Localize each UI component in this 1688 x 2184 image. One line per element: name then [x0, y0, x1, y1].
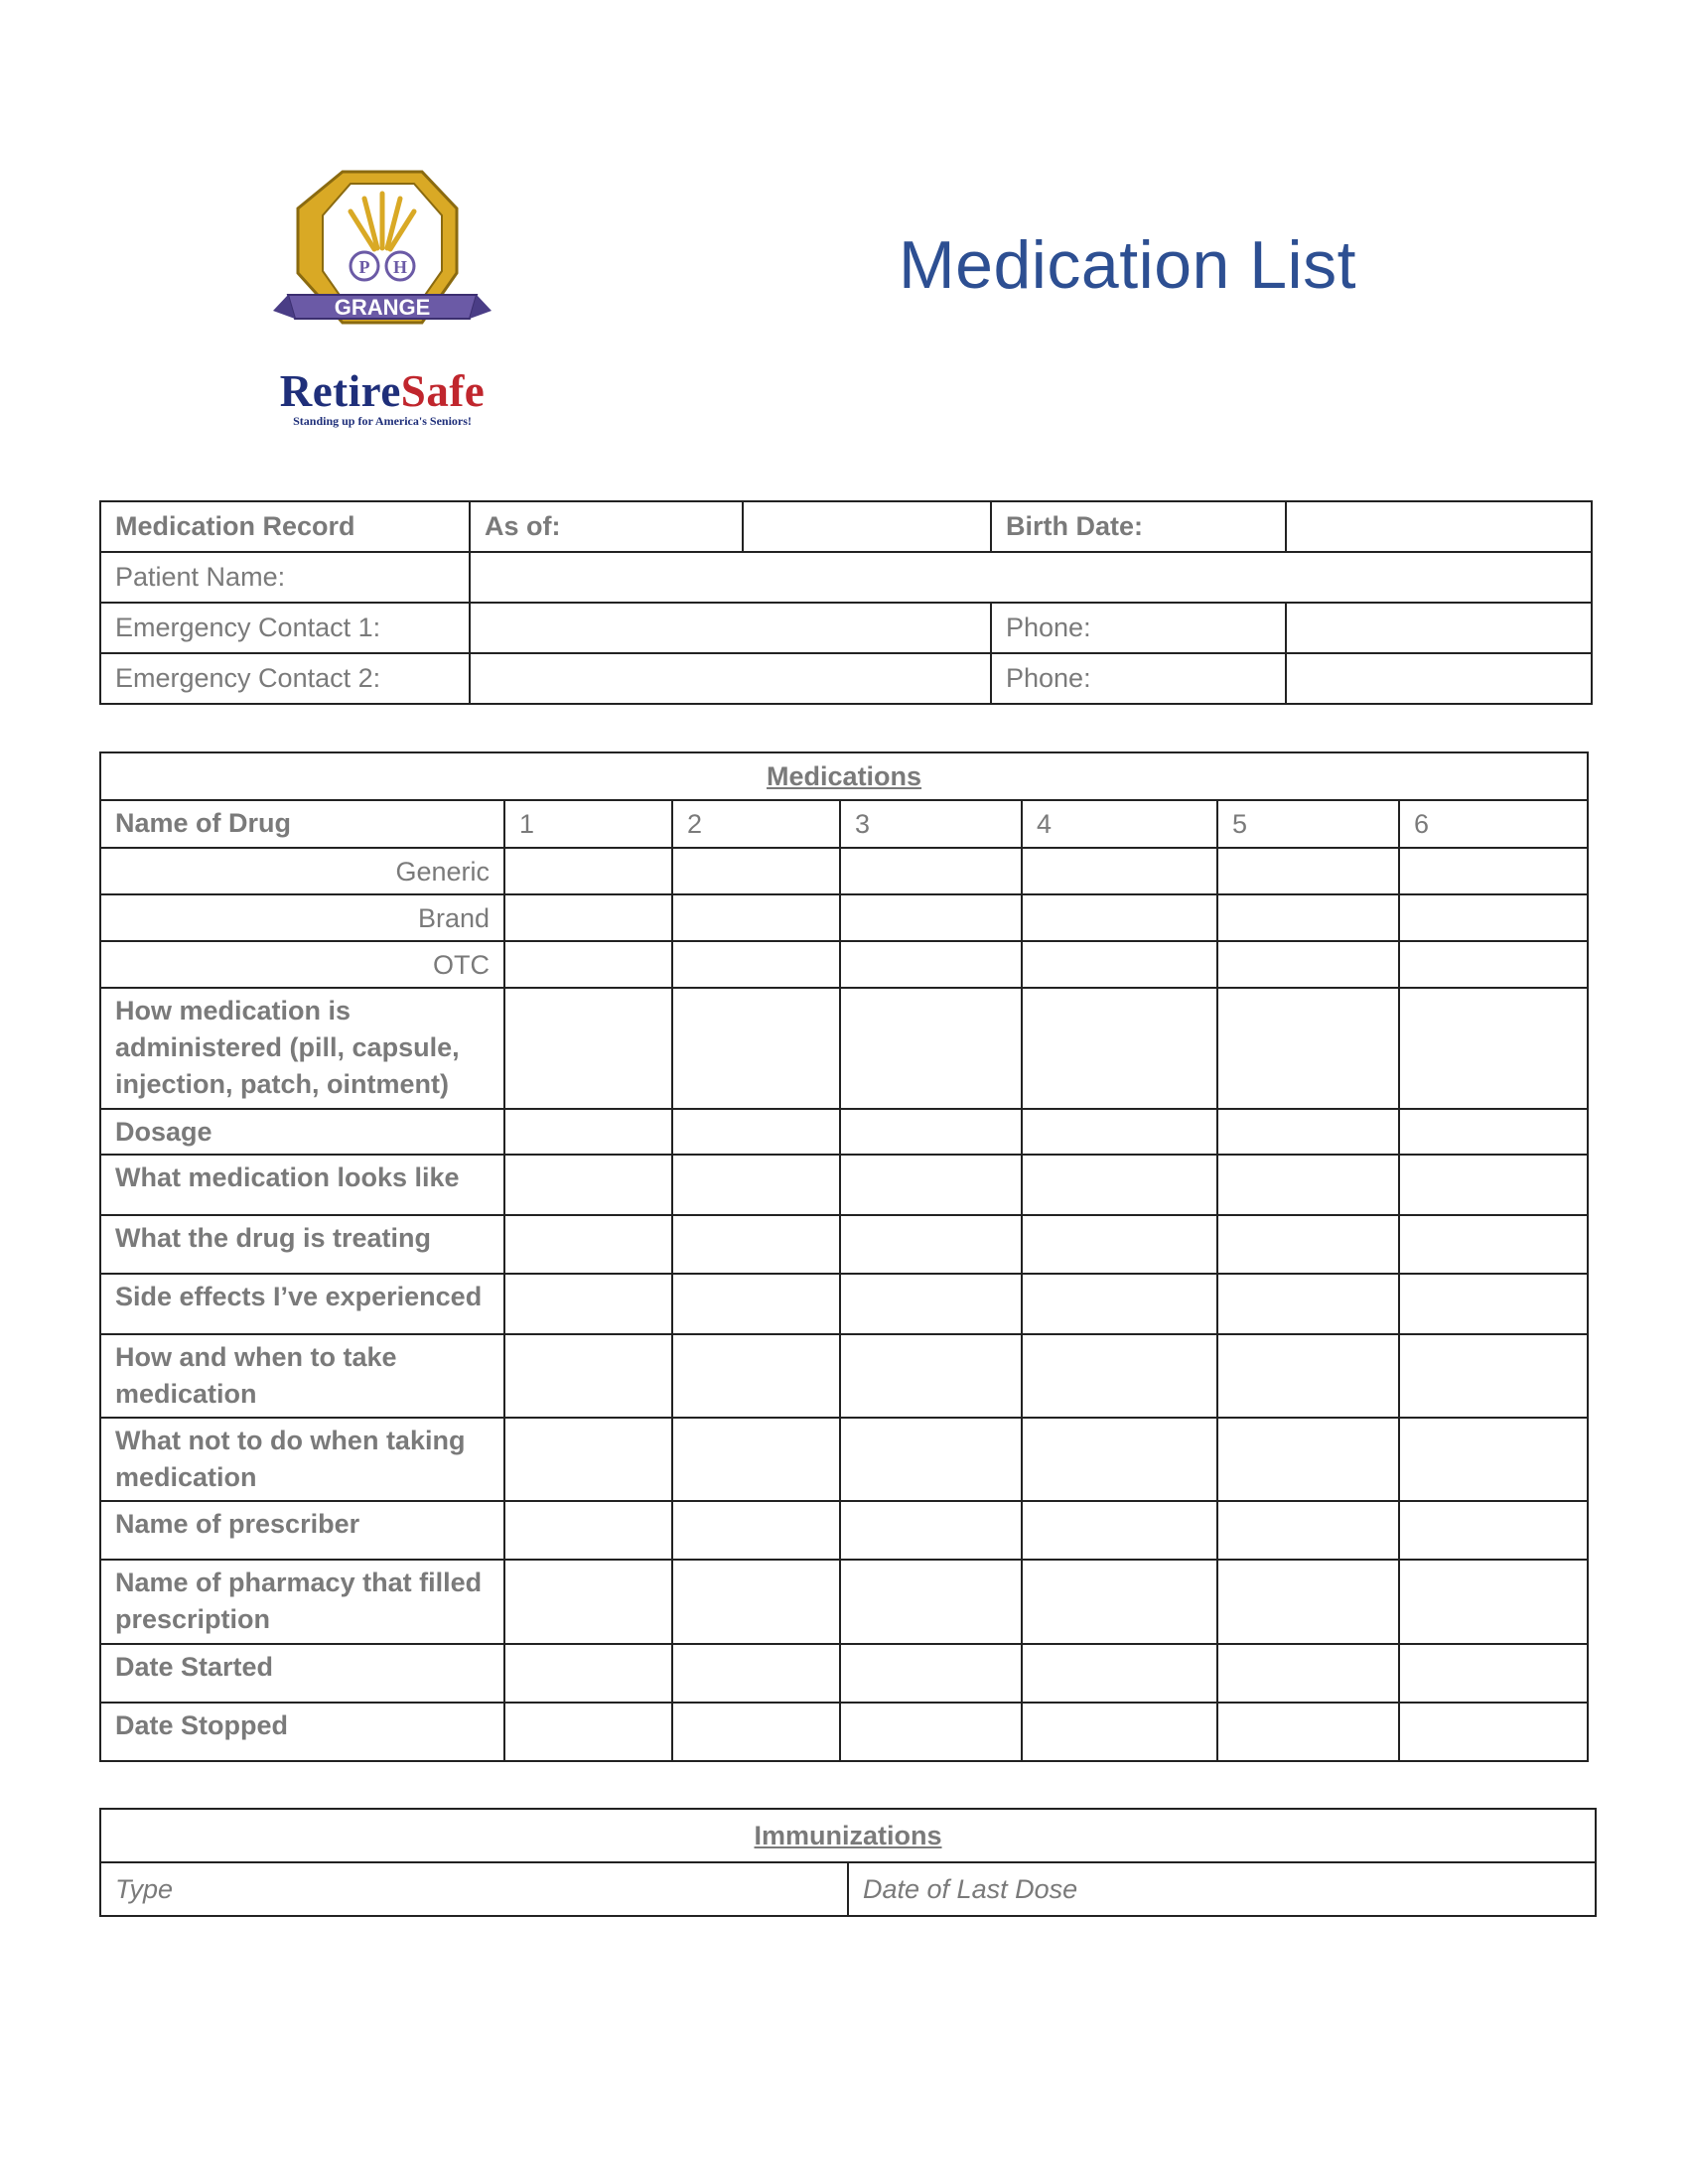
table-row [100, 988, 1588, 1109]
table-cell[interactable] [840, 1703, 1022, 1761]
table-row [100, 1418, 1588, 1501]
birth-date-field[interactable] [1286, 501, 1592, 552]
table-cell[interactable] [1217, 1560, 1399, 1644]
svg-text:P: P [358, 257, 370, 277]
table-cell[interactable] [840, 941, 1022, 988]
date-started-label: Date Started [100, 1644, 504, 1703]
table-cell[interactable] [504, 941, 672, 988]
table-cell[interactable] [672, 1560, 840, 1644]
table-cell[interactable] [1217, 1274, 1399, 1334]
table-cell[interactable] [1022, 894, 1217, 941]
what-not-to-do-label: What not to do when taking medication [100, 1418, 504, 1501]
table-cell[interactable] [1022, 1155, 1217, 1215]
table-row [100, 653, 1592, 704]
table-cell[interactable] [672, 1155, 840, 1215]
table-cell[interactable] [840, 1155, 1022, 1215]
table-cell[interactable] [504, 1274, 672, 1334]
grange-emblem-icon [253, 164, 511, 362]
table-cell[interactable] [1022, 941, 1217, 988]
table-cell[interactable] [672, 1703, 840, 1761]
table-cell[interactable] [672, 988, 840, 1109]
table-cell[interactable] [1022, 1334, 1217, 1418]
table-cell[interactable] [840, 1109, 1022, 1155]
table-cell[interactable] [504, 1155, 672, 1215]
table-row [100, 1644, 1588, 1703]
table-cell[interactable] [1022, 848, 1217, 894]
table-cell[interactable] [1022, 1418, 1217, 1501]
table-cell[interactable] [1022, 1215, 1217, 1274]
table-row [100, 1703, 1588, 1761]
table-cell[interactable] [504, 1418, 672, 1501]
table-row [100, 1862, 1596, 1916]
table-cell[interactable] [672, 848, 840, 894]
phone-1-field[interactable] [1286, 603, 1592, 653]
table-cell[interactable] [1217, 941, 1399, 988]
table-row [100, 894, 1588, 941]
table-cell[interactable] [1399, 1644, 1588, 1703]
table-cell[interactable] [672, 1418, 840, 1501]
table-cell[interactable] [672, 894, 840, 941]
column-header: 2 [672, 800, 840, 848]
immunizations-section-title: Immunizations [100, 1809, 1596, 1862]
table-cell[interactable] [1399, 1560, 1588, 1644]
table-cell[interactable] [672, 941, 840, 988]
table-cell[interactable] [1217, 1215, 1399, 1274]
table-cell[interactable] [1399, 1334, 1588, 1418]
table-cell[interactable] [672, 1274, 840, 1334]
table-cell[interactable] [1399, 1274, 1588, 1334]
table-cell[interactable] [1399, 1703, 1588, 1761]
table-cell[interactable] [1399, 1418, 1588, 1501]
dosage-label: Dosage [100, 1109, 504, 1155]
emergency-contact-2-field[interactable] [470, 653, 991, 704]
immunizations-table [99, 1808, 1597, 1917]
administration-method-label: How medication is administered (pill, capsule, injection, patch, ointment) [100, 988, 504, 1109]
table-row [100, 752, 1588, 800]
phone-1-label: Phone: [991, 603, 1286, 653]
retiresafe-grange-logo [253, 164, 511, 432]
column-header: 6 [1399, 800, 1588, 848]
table-row [100, 848, 1588, 894]
table-cell[interactable] [1217, 1644, 1399, 1703]
table-cell[interactable] [504, 848, 672, 894]
table-cell[interactable] [504, 988, 672, 1109]
table-row [100, 1809, 1596, 1862]
table-cell[interactable] [1022, 1109, 1217, 1155]
table-row [100, 501, 1592, 552]
birth-date-label: Birth Date: [991, 501, 1286, 552]
table-row [100, 800, 1588, 848]
patient-name-label: Patient Name: [100, 552, 470, 603]
medications-table [99, 751, 1589, 1762]
column-header: 1 [504, 800, 672, 848]
brand-tagline: Standing up for America's Seniors! [293, 414, 472, 428]
column-header: 4 [1022, 800, 1217, 848]
table-cell[interactable] [504, 1109, 672, 1155]
column-header: 3 [840, 800, 1022, 848]
table-cell[interactable] [1217, 1155, 1399, 1215]
svg-text:GRANGE: GRANGE [334, 295, 431, 320]
emergency-contact-2-label: Emergency Contact 2: [100, 653, 470, 704]
brand-name [253, 367, 511, 415]
table-cell[interactable] [1399, 988, 1588, 1109]
prescriber-label: Name of prescriber [100, 1501, 504, 1560]
phone-2-field[interactable] [1286, 653, 1592, 704]
table-cell[interactable] [504, 1560, 672, 1644]
table-cell[interactable] [1217, 1418, 1399, 1501]
table-cell[interactable] [1022, 1703, 1217, 1761]
table-row [100, 1560, 1588, 1644]
table-cell[interactable] [1399, 1109, 1588, 1155]
table-cell[interactable] [1022, 1501, 1217, 1560]
table-cell[interactable] [672, 1334, 840, 1418]
type-label: Type [100, 1862, 848, 1916]
table-row [100, 1215, 1588, 1274]
phone-2-label: Phone: [991, 653, 1286, 704]
otc-label: OTC [100, 941, 504, 988]
table-cell[interactable] [1022, 1274, 1217, 1334]
table-cell[interactable] [672, 1501, 840, 1560]
table-cell[interactable] [504, 1644, 672, 1703]
table-cell[interactable] [840, 1418, 1022, 1501]
emergency-contact-1-field[interactable] [470, 603, 991, 653]
page-title: Medication List [899, 227, 1357, 303]
column-header: 5 [1217, 800, 1399, 848]
pharmacy-label: Name of pharmacy that filled prescription [100, 1560, 504, 1644]
side-effects-label: Side effects I’ve experienced [100, 1274, 504, 1334]
how-when-label: How and when to take medication [100, 1334, 504, 1418]
patient-info-table [99, 500, 1593, 705]
table-cell[interactable] [1399, 894, 1588, 941]
table-cell[interactable] [1217, 1501, 1399, 1560]
svg-text:H: H [392, 257, 408, 277]
table-row [100, 552, 1592, 603]
table-cell[interactable] [840, 1501, 1022, 1560]
medications-section-title: Medications [100, 752, 1588, 800]
table-cell[interactable] [504, 1334, 672, 1418]
emergency-contact-1-label: Emergency Contact 1: [100, 603, 470, 653]
table-cell[interactable] [1399, 1501, 1588, 1560]
appearance-label: What medication looks like [100, 1155, 504, 1215]
table-cell[interactable] [1217, 1334, 1399, 1418]
brand-name-safe: Safe [400, 366, 486, 416]
table-cell[interactable] [840, 988, 1022, 1109]
table-cell[interactable] [504, 1215, 672, 1274]
table-cell[interactable] [840, 894, 1022, 941]
table-row [100, 1155, 1588, 1215]
table-row [100, 603, 1592, 653]
table-row [100, 1501, 1588, 1560]
table-cell[interactable] [1399, 848, 1588, 894]
generic-label: Generic [100, 848, 504, 894]
table-cell[interactable] [840, 848, 1022, 894]
table-cell[interactable] [1217, 848, 1399, 894]
brand-name-retire: Retire [279, 366, 401, 416]
table-cell[interactable] [1022, 1560, 1217, 1644]
table-cell[interactable] [672, 1215, 840, 1274]
table-cell[interactable] [1022, 988, 1217, 1109]
table-row [100, 1274, 1588, 1334]
as-of-field[interactable] [743, 501, 991, 552]
table-cell[interactable] [1022, 1644, 1217, 1703]
brand-label: Brand [100, 894, 504, 941]
table-cell[interactable] [1399, 1155, 1588, 1215]
table-cell[interactable] [1217, 1109, 1399, 1155]
table-row [100, 1109, 1588, 1155]
treating-label: What the drug is treating [100, 1215, 504, 1274]
table-cell[interactable] [504, 894, 672, 941]
table-cell[interactable] [1399, 941, 1588, 988]
table-cell[interactable] [504, 1703, 672, 1761]
as-of-label: As of: [470, 501, 743, 552]
table-cell[interactable] [672, 1644, 840, 1703]
patient-name-field[interactable] [470, 552, 1592, 603]
table-cell[interactable] [840, 1334, 1022, 1418]
medication-record-label: Medication Record [100, 501, 470, 552]
date-stopped-label: Date Stopped [100, 1703, 504, 1761]
table-cell[interactable] [1217, 1703, 1399, 1761]
table-cell[interactable] [840, 1215, 1022, 1274]
table-cell[interactable] [840, 1274, 1022, 1334]
table-row [100, 941, 1588, 988]
table-cell[interactable] [504, 1501, 672, 1560]
table-cell[interactable] [1399, 1215, 1588, 1274]
table-cell[interactable] [1217, 894, 1399, 941]
name-of-drug-header: Name of Drug [100, 800, 504, 848]
date-of-last-dose-label: Date of Last Dose [848, 1862, 1596, 1916]
table-cell[interactable] [672, 1109, 840, 1155]
table-cell[interactable] [840, 1560, 1022, 1644]
table-cell[interactable] [840, 1644, 1022, 1703]
table-cell[interactable] [1217, 988, 1399, 1109]
table-row [100, 1334, 1588, 1418]
